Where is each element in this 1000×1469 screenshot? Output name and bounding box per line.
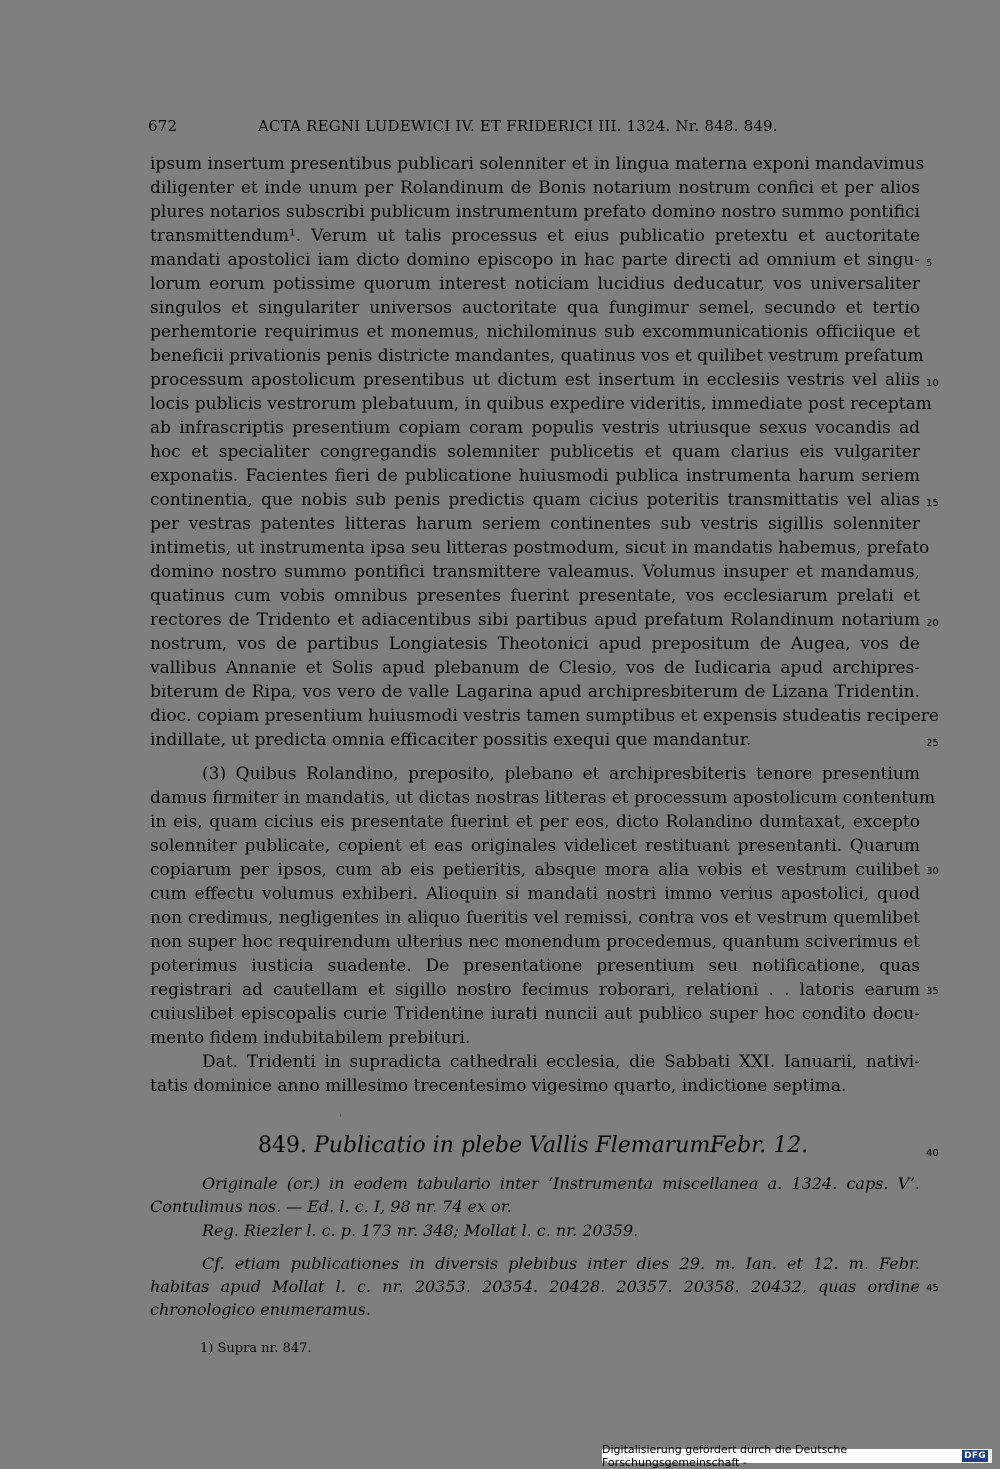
text-line: plures notarios subscribi publicum instrumentum prefato domino nostro summo pontifici <box>150 202 920 222</box>
text-line: beneficii privationis penis districte mandantes, quatinus vos et quilibet vestrum prefatum <box>150 346 924 366</box>
document-number: 849. <box>258 1133 307 1158</box>
note-line: Contulimus nos. — Ed. l. c. I, 98 nr. 74 ex or. <box>150 1197 512 1216</box>
text-line: vallibus Annanie et Solis apud plebanum de Clesio, vos de Iudicaria apud archipres- <box>150 658 920 678</box>
text-line: continentia, que nobis sub penis predictis quam cicius poteritis transmittatis vel alias <box>150 490 920 510</box>
funding-footer <box>602 1443 992 1469</box>
regest-note <box>150 1219 920 1242</box>
line-number: 35 <box>926 986 939 997</box>
note-line: Cf. etiam publicationes in diversis plebibus inter dies 29. m. Ian. et 12. m. Febr. <box>202 1254 920 1273</box>
line-number: 45 <box>926 1283 939 1294</box>
line-number: 25 <box>926 738 939 749</box>
funding-note: Digitalisierung gefördert durch die Deutsche Forschungsgemeinschaft - <box>602 1443 848 1469</box>
text-line: Dat. Tridenti in supradicta cathedrali ecclesia, die Sabbati XXI. Ianuarii, nativi- <box>202 1052 920 1072</box>
text-line: perhemtorie requirimus et monemus, nichilominus sub excommunicationis officiique et <box>150 322 920 342</box>
text-line: lorum eorum potissime quorum interest noticiam lucidius deducatur, vos universaliter <box>150 274 920 294</box>
text-line: per vestras patentes litteras harum seriem continentes sub vestris sigillis solenniter <box>150 514 920 534</box>
text-line: (3) Quibus Rolandino, preposito, plebano et archipresbiteris tenore presentium <box>202 764 920 784</box>
text-line: ab infrascriptis presentium copiam coram populis vestris utriusque sexus vocandis ad <box>150 418 920 438</box>
note-line: Reg. Riezler l. c. p. 173 nr. 348; Mollat l. c. nr. 20359. <box>202 1221 639 1240</box>
document-date: Febr. 12. <box>710 1133 809 1158</box>
running-title: ACTA REGNI LUDEWICI IV. ET FRIDERICI III. 1324. Nr. 848. 849. <box>258 117 778 135</box>
text-line: cuiuslibet episcopalis curie Tridentine iurati nuncii aut publico super hoc condito docu- <box>150 1004 920 1024</box>
line-number: 40 <box>926 1148 939 1159</box>
text-line: copiarum per ipsos, cum ab eis petieritis, absque mora alia vobis et vestrum cuilibet <box>150 860 920 880</box>
line-number: 20 <box>926 618 939 629</box>
text-line: poterimus iusticia suadente. De presentatione presentium seu notificatione, quas <box>150 956 920 976</box>
text-line: nostrum, vos de partibus Longiatesis Theotonici apud prepositum de Augea, vos de <box>150 634 920 654</box>
text-line: damus firmiter in mandatis, ut dictas nostras litteras et processum apostolicum contentum <box>150 788 936 808</box>
text-line: mandati apostolici iam dicto domino episcopo in hac parte directi ad omnium et singu- <box>150 250 920 270</box>
text-line: locis publicis vestrorum plebatuum, in quibus expedire videritis, immediate post receptam <box>150 394 932 414</box>
note-line: habitas apud Mollat l. c. nr. 20353. 20354. 20428. 20357. 20358. 20432, quas ordine <box>150 1277 920 1296</box>
document-title: Publicatio in plebe Vallis Flemarum. <box>313 1133 718 1158</box>
text-line: mento fidem indubitabilem prebituri. <box>150 1028 471 1048</box>
page-number: 672 <box>148 117 178 135</box>
separator-mark <box>340 1114 341 1117</box>
text-line: non credimus, negligentes in aliquo fueritis vel remissi, contra vos et vestrum quemlibet <box>150 908 920 928</box>
text-line: indillate, ut predicta omnia efficaciter possitis exequi que mandantur. <box>150 730 752 750</box>
dfg-logo: DFG <box>964 1451 986 1461</box>
text-line: biterum de Ripa, vos vero de valle Lagarina apud archipresbiterum de Lizana Tridentin. <box>150 682 920 702</box>
line-number: 30 <box>926 866 939 877</box>
text-line: tatis dominice anno millesimo trecentesimo vigesimo quarto, indictione septima. <box>150 1076 847 1096</box>
line-number: 5 <box>926 258 933 269</box>
note-line: Originale (or.) in eodem tabulario inter ‘Instrumenta miscellanea a. 1324. caps. V’. <box>202 1174 920 1193</box>
text-line: registrari ad cautellam et sigillo nostro fecimus roborari, relationi . . latoris earum <box>150 980 920 1000</box>
footnote: 1) Supra nr. 847. <box>200 1341 312 1356</box>
text-line: intimetis, ut instrumenta ipsa seu litteras postmodum, sicut in mandatis habemus, prefato <box>150 538 930 558</box>
line-number: 10 <box>926 378 939 389</box>
comparison-note <box>150 1252 920 1321</box>
document-heading <box>258 1133 818 1163</box>
text-line: diligenter et inde unum per Rolandinum de Bonis notarium nostrum confici et per alios <box>150 178 920 198</box>
text-line: quatinus cum vobis omnibus presentes fuerint presentate, vos ecclesiarum prelati et <box>150 586 920 606</box>
text-line: transmittendum¹. Verum ut talis processus et eius publicatio pretextu et auctoritate <box>150 226 920 246</box>
text-line: hoc et specialiter congregandis solemniter publicetis et quam clarius eis vulgariter <box>150 442 920 462</box>
text-line: in eis, quam cicius eis presentate fuerint et per eos, dicto Rolandino dumtaxat, excepto <box>150 812 920 832</box>
dating-clause <box>150 1050 920 1098</box>
line-number: 15 <box>926 498 939 509</box>
text-line: ipsum insertum presentibus publicari solenniter et in lingua materna exponi mandavimus <box>150 154 925 174</box>
note-line: chronologico enumeramus. <box>150 1300 371 1319</box>
text-line: dioc. copiam presentium huiusmodi vestris tamen sumptibus et expensis studeatis recipere <box>150 706 939 726</box>
text-line: singulos et singulariter universos auctoritate qua fungimur semel, secundo et tertio <box>150 298 920 318</box>
text-line: processum apostolicum presentibus ut dictum est insertum in ecclesiis vestris vel aliis <box>150 370 920 390</box>
text-line: solenniter publicate, copient et eas originales videlicet restituant presentanti. Quarum <box>150 836 920 856</box>
text-line: domino nostro summo pontifici transmittere valeamus. Volumus insuper et mandamus, <box>150 562 920 582</box>
text-line: exponatis. Facientes fieri de publicatione huiusmodi publica instrumenta harum seriem <box>150 466 920 486</box>
source-note <box>150 1172 920 1218</box>
text-line: non super hoc requirendum ulterius nec monendum procedemus, quantum sciverimus et <box>150 932 920 952</box>
text-line: rectores de Tridento et adiacentibus sibi partibus apud prefatum Rolandinum notarium <box>150 610 920 630</box>
text-line: cum effectu volumus exhiberi. Alioquin si mandati nostri immo verius apostolici, quod <box>150 884 920 904</box>
page-header <box>148 117 818 137</box>
